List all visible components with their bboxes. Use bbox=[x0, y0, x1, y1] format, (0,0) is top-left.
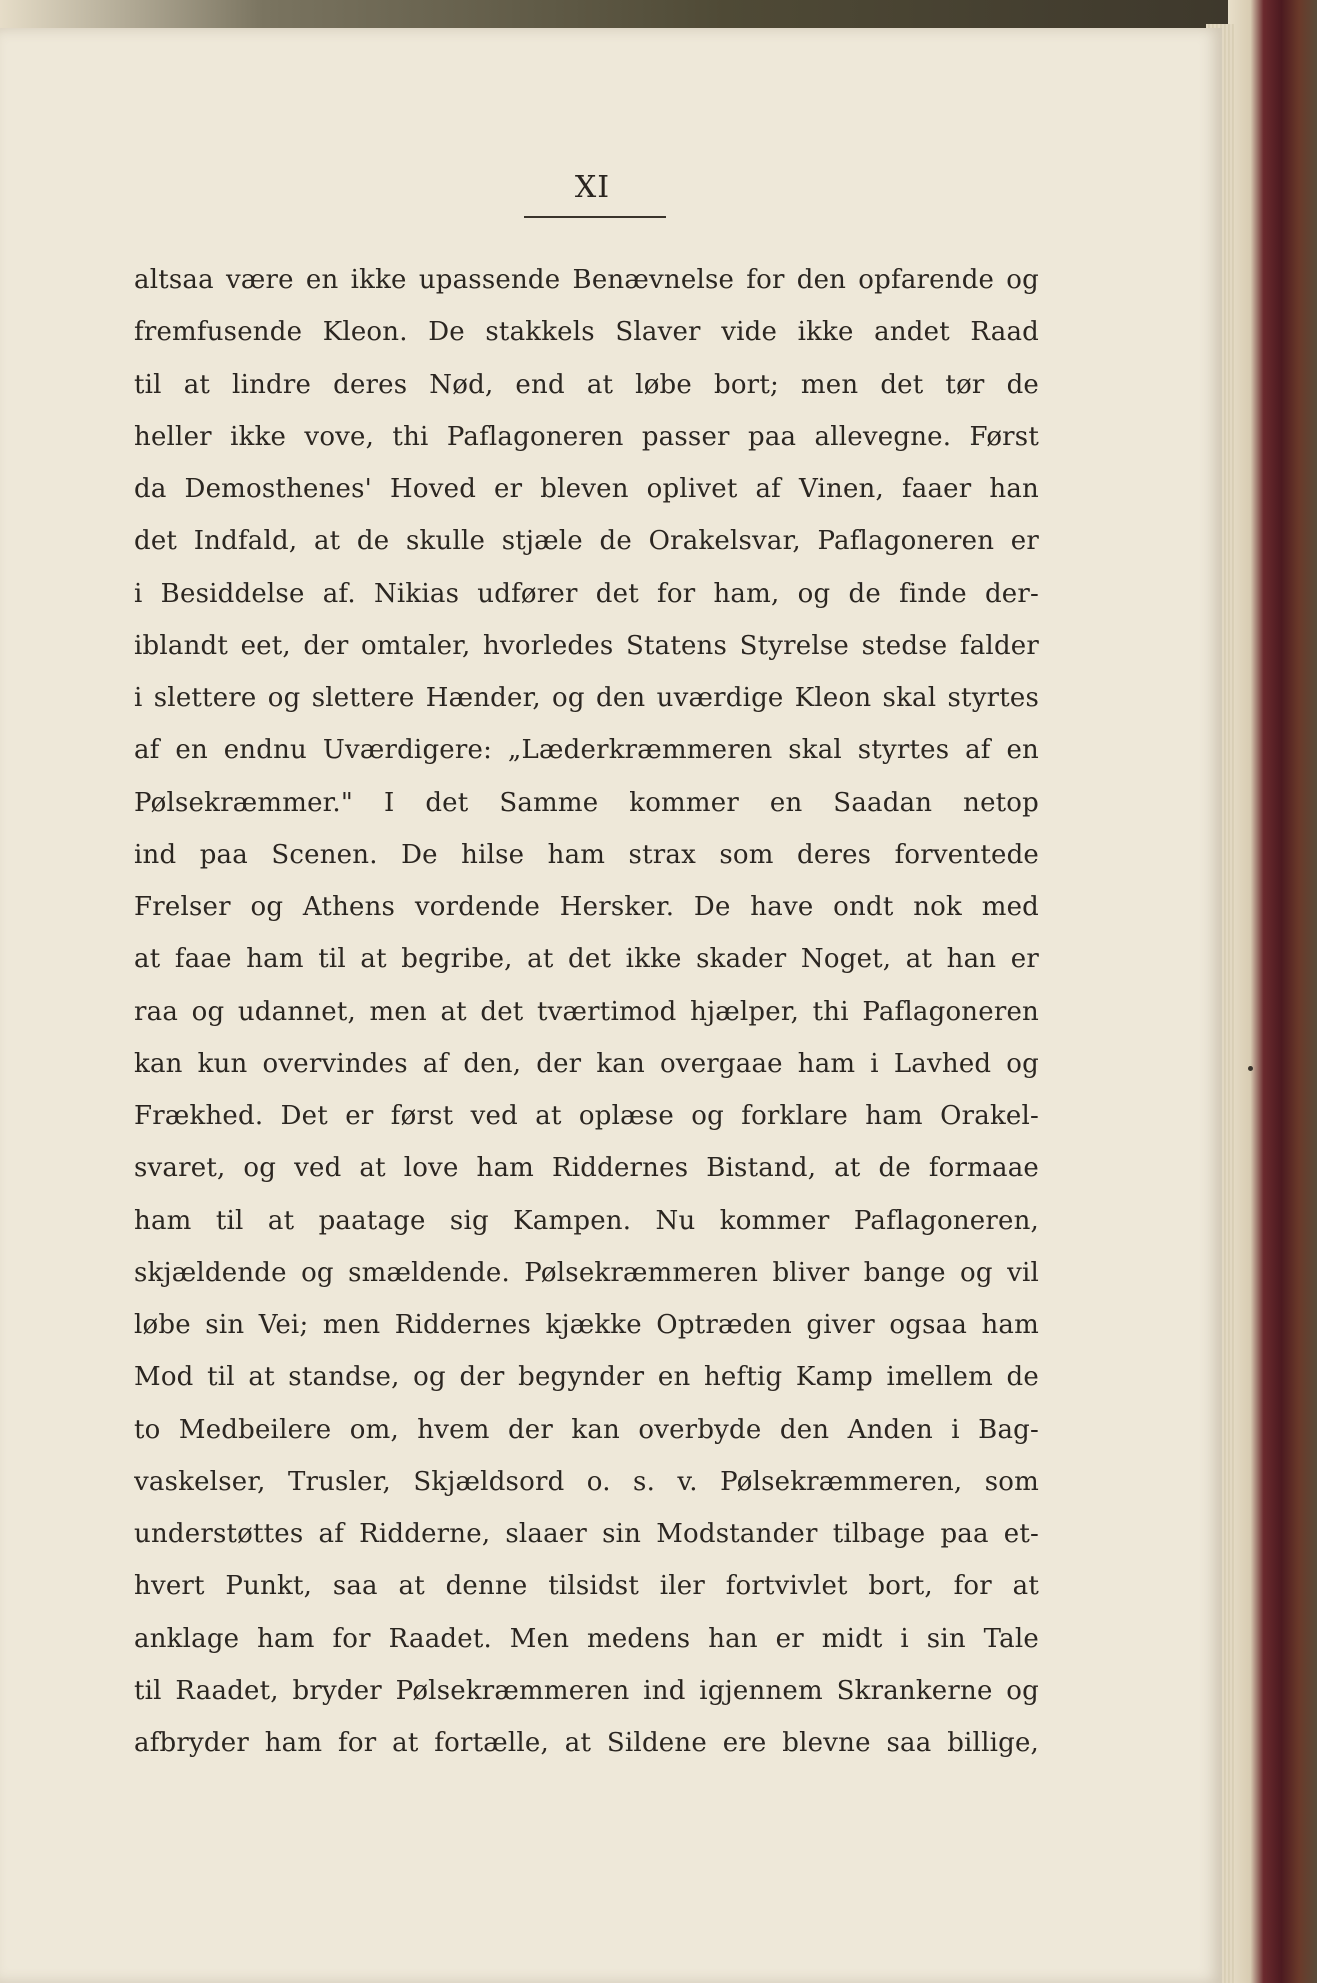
text-line: ham til at paatage sig Kampen. Nu kommer Paflagoneren, bbox=[134, 1205, 1039, 1236]
text-line: anklage ham for Raadet. Men medens han er midt i sin Tale bbox=[134, 1623, 1039, 1654]
text-line: ind paa Scenen. De hilse ham strax som deres forventede bbox=[134, 839, 1039, 870]
header-rule bbox=[524, 216, 666, 218]
text-line: løbe sin Vei; men Riddernes kjække Optræden giver ogsaa ham bbox=[134, 1310, 1039, 1340]
text-line: da Demosthenes' Hoved er bleven oplivet af Vinen, faaer han bbox=[134, 474, 1039, 504]
text-line: raa og udannet, men at det tværtimod hjælper, thi Paflagoneren bbox=[134, 996, 1039, 1027]
text-line: skjældende og smældende. Pølsekræmmeren bliver bange og vil bbox=[134, 1257, 1039, 1288]
text-line: Frækhed. Det er først ved at oplæse og forklare ham Orakel- bbox=[134, 1101, 1039, 1131]
book-binding bbox=[1228, 0, 1317, 1983]
body-text bbox=[134, 254, 1039, 1769]
text-line: til Raadet, bryder Pølsekræmmeren ind igjennem Skrankerne og bbox=[134, 1675, 1039, 1706]
page-number: XI bbox=[574, 170, 611, 205]
text-line: hvert Punkt, saa at denne tilsidst iler fortvivlet bort, for at bbox=[134, 1571, 1039, 1602]
text-line: iblandt eet, der omtaler, hvorledes Statens Styrelse stedse falder bbox=[134, 630, 1039, 661]
text-line: heller ikke vove, thi Paflagoneren passer paa allevegne. Først bbox=[134, 421, 1039, 452]
text-line: at faae ham til at begribe, at det ikke skader Noget, at han er bbox=[134, 944, 1039, 975]
text-line: afbryder ham for at fortælle, at Sildene ere blevne saa billige, bbox=[134, 1728, 1039, 1758]
text-line: det Indfald, at de skulle stjæle de Orakelsvar, Paflagoneren er bbox=[134, 526, 1039, 557]
text-line: vaskelser, Trusler, Skjældsord o. s. v. Pølsekræmmeren, som bbox=[134, 1466, 1039, 1497]
text-line: fremfusende Kleon. De stakkels Slaver vide ikke andet Raad bbox=[134, 317, 1039, 348]
text-line: i slettere og slettere Hænder, og den uværdige Kleon skal styrtes bbox=[134, 683, 1039, 713]
text-line: Frelser og Athens vordende Hersker. De have ondt nok med bbox=[134, 892, 1039, 922]
text-line: altsaa være en ikke upassende Benævnelse for den opfarende og bbox=[134, 265, 1039, 295]
text-line: Mod til at standse, og der begynder en heftig Kamp imellem de bbox=[134, 1362, 1039, 1393]
text-line: af en endnu Uværdigere: „Læderkræmmeren skal styrtes af en bbox=[134, 735, 1039, 766]
margin-mark bbox=[1248, 1066, 1253, 1071]
text-line: til at lindre deres Nød, end at løbe bort; men det tør de bbox=[134, 369, 1039, 400]
scan-top-edge bbox=[0, 0, 1317, 30]
text-line: understøttes af Ridderne, slaaer sin Modstander tilbage paa et- bbox=[134, 1519, 1039, 1549]
text-line: to Medbeilere om, hvem der kan overbyde den Anden i Bag- bbox=[134, 1414, 1039, 1445]
text-line: svaret, og ved at love ham Riddernes Bistand, at de formaae bbox=[134, 1153, 1039, 1184]
text-line: i Besiddelse af. Nikias udfører det for ham, og de finde der- bbox=[134, 578, 1039, 609]
text-line: Pølsekræmmer." I det Samme kommer en Saadan netop bbox=[134, 787, 1039, 818]
text-line: kan kun overvindes af den, der kan overgaae ham i Lavhed og bbox=[134, 1048, 1039, 1079]
